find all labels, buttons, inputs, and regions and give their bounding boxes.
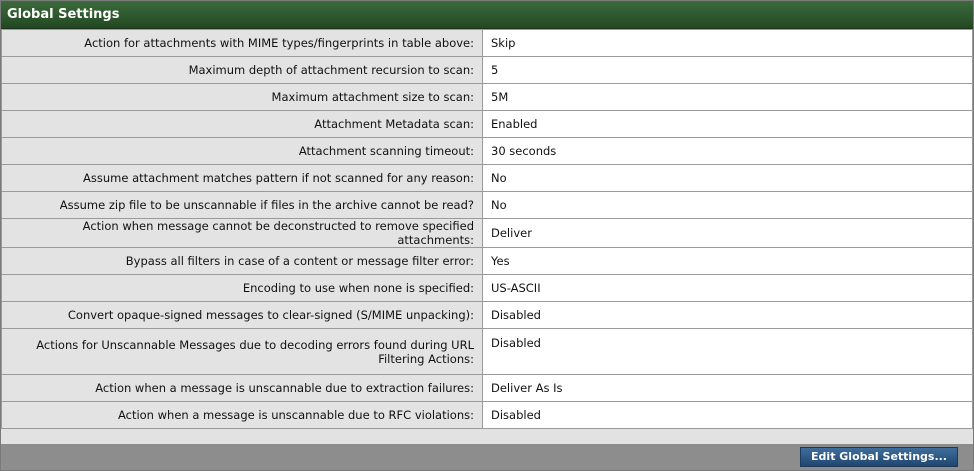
table-row (2, 402, 973, 429)
setting-value: 30 seconds (483, 138, 973, 165)
panel-title: Global Settings (1, 1, 973, 29)
table-row (2, 138, 973, 165)
edit-global-settings-button[interactable]: Edit Global Settings... (800, 447, 958, 467)
setting-value: Skip (483, 30, 973, 57)
settings-table (1, 29, 973, 429)
setting-label: Maximum depth of attachment recursion to scan: (2, 57, 483, 84)
table-row (2, 375, 973, 402)
setting-value: Yes (483, 248, 973, 275)
setting-label: Action when a message is unscannable due to RFC violations: (2, 402, 483, 429)
setting-label: Actions for Unscannable Messages due to decoding errors found during URL Filtering Actions: (2, 329, 483, 375)
setting-value: Disabled (483, 329, 973, 375)
setting-label: Encoding to use when none is specified: (2, 275, 483, 302)
table-row (2, 302, 973, 329)
setting-value: Enabled (483, 111, 973, 138)
table-row (2, 165, 973, 192)
setting-label: Convert opaque-signed messages to clear-signed (S/MIME unpacking): (2, 302, 483, 329)
setting-label: Assume zip file to be unscannable if files in the archive cannot be read? (2, 192, 483, 219)
setting-value: Disabled (483, 402, 973, 429)
table-row (2, 248, 973, 275)
setting-value: Deliver As Is (483, 375, 973, 402)
setting-label: Bypass all filters in case of a content or message filter error: (2, 248, 483, 275)
table-row (2, 329, 973, 375)
panel-footer (1, 444, 973, 470)
setting-label: Action when message cannot be deconstructed to remove specified attachments: (2, 219, 483, 248)
table-row (2, 275, 973, 302)
table-row (2, 30, 973, 57)
table-row (2, 111, 973, 138)
setting-label: Assume attachment matches pattern if not scanned for any reason: (2, 165, 483, 192)
table-row (2, 219, 973, 248)
table-row (2, 57, 973, 84)
setting-value: Disabled (483, 302, 973, 329)
setting-value: 5M (483, 84, 973, 111)
setting-label: Action when a message is unscannable due to extraction failures: (2, 375, 483, 402)
setting-label: Attachment scanning timeout: (2, 138, 483, 165)
setting-value: No (483, 165, 973, 192)
setting-label: Action for attachments with MIME types/fingerprints in table above: (2, 30, 483, 57)
setting-value: No (483, 192, 973, 219)
setting-value: US-ASCII (483, 275, 973, 302)
setting-value: 5 (483, 57, 973, 84)
table-row (2, 84, 973, 111)
table-row (2, 192, 973, 219)
setting-label: Attachment Metadata scan: (2, 111, 483, 138)
setting-label: Maximum attachment size to scan: (2, 84, 483, 111)
setting-value: Deliver (483, 219, 973, 248)
